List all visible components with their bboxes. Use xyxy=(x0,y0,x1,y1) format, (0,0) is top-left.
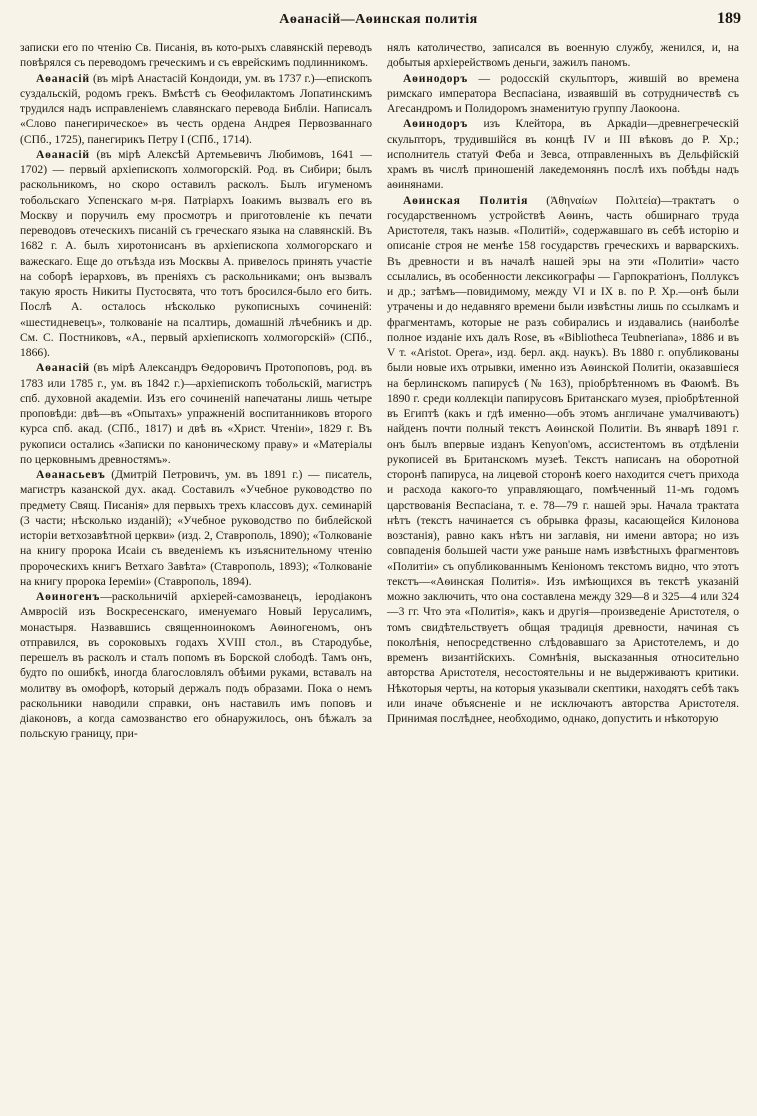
entry-paragraph xyxy=(20,147,372,361)
entry-paragraph xyxy=(20,589,372,742)
entry-headword: Аѳинодоръ xyxy=(403,117,469,131)
entry-paragraph xyxy=(387,193,739,727)
entry-paragraph xyxy=(387,40,739,71)
entry-paragraph xyxy=(20,40,372,71)
running-title: Аѳанасій—Аѳинская политія xyxy=(279,12,478,27)
entry-headword: Аѳинодоръ xyxy=(403,71,469,85)
entry-headword: Аѳанасій xyxy=(36,147,90,161)
entry-paragraph xyxy=(20,360,372,467)
entry-headword: Аѳанасій xyxy=(36,361,90,375)
entry-text: (Дмитрій Петровичъ, ум. въ 1891 г.) — писатель, магистръ казанской дух. акад. Составилъ «Учебное руководство по предмету Свящ. Писанія» для первыхъ трехъ классовъ дух. семинарій (3 части; нѣсколько изданій); «Учебное руководство по библейской исторіи ветхозавѣтной церкви» (изд. 2, Ставрополь, 1890); «Толкованіе на книгу пророка Исаіи съ введеніемъ къ изъяснительному чтенію пророческихъ книгъ Ветхаго Завѣта» (Ставрополь, 1893); «Толкованіе на книгу пророка Іереміи» (Ставрополь, 1894). xyxy=(20,468,373,588)
entry-text: нялъ католичество, записался въ военную службу, женился, и, на добытыя архіерействомъ деньги, зажилъ паномъ. xyxy=(387,41,739,70)
entry-text: (Ἀθηναίων Πολιτεία)—трактатъ о государственномъ устройствѣ Аѳинъ, часть обширнаго труда Аристотеля, такъ назыв. «Политій», содержавшаго въ себѣ исторію и описаніе строя не менѣе 158 государствъ греческихъ и варварскихъ. Въ древности и въ началѣ нашей эры на эти «Политіи» часто ссылались, въ особенности лексикографы — Гарпократіонъ, Поллуксъ и др.; затѣмъ—повидимому, между VI и IX в. по Р. Хр.—онѣ были утрачены и до недавняго времени были извѣстны лишь по ссылкамъ и фрагментамъ, которые не разъ собирались и издавались (наиболѣе полное изданіе ихъ далъ Rose, въ «Bibliotheca Teubneriana», 1886 и въ V т. «Aristot. Opera», изд. берл. акд. наукъ). Въ 1880 г. опубликованы были новые ихъ отрывки, именно изъ Аѳинской Политіи, оказавшіеся на берлинскомъ папирусѣ (№ 163), пріобрѣтенномъ въ Фаюмѣ. Въ 1890 г. среди коллекціи папирусовъ Британскаго музея, пріобрѣтенной въ Египтѣ (какъ и гдѣ именно—объ этомъ англичане умалчиваютъ) найденъ почти полный текстъ Аѳинской Политіи. Въ январѣ 1891 г. онъ былъ впервые изданъ Kenyon'омъ, ассистентомъ въ отдѣленіи рукописей въ Британскомъ музеѣ. Текстъ написанъ на оборотной сторонѣ папируса, на лицевой сторонѣ коего находится счетъ прихода и расхода какого-то управляющаго, помѣченный 11-мъ годомъ царствованія Веспасіана, т. е. 78—79 г. нашей эры. Начала трактата нѣтъ (текстъ начинается съ обрывка фразы, касающейся Килонова возстанія), равно какъ нѣтъ ни заглавія, ни имени автора; но изъ совпаденія большей части уже раньше намъ извѣстныхъ фрагментовъ «Политіи» съ опубликованнымъ Кеніономъ текстомъ видно, что этотъ текстъ—«Аѳинская Политія». Изъ имѣющихся въ текстѣ указаній можно заключить, что она составлена между 329—8 и 325—4 или 324—3 гг. Что эта «Политія», какъ и другія—произведеніе Аристотеля, о томъ свидѣтельствуетъ общая традиція древности, начиная съ поколѣнія, непосредственно слѣдовавшаго за Аристотелемъ, и до временъ византійскихъ. Сомнѣнія, высказанныя относительно авторства Аристотеля, несостоятельны и не выдерживаютъ критики. Нѣкоторыя черты, на которыя указывали скептики, находятъ себѣ такъ или иначе объясненіе и не исключаютъ авторства Аристотеля. Принимая послѣднее, необходимо, однако, допустить и нѣкоторую xyxy=(387,193,739,725)
page-number: 189 xyxy=(717,10,741,27)
entry-headword: Аѳанасьевъ xyxy=(36,468,106,481)
entry-paragraph xyxy=(20,71,372,147)
page-header xyxy=(0,8,757,32)
entry-headword: Аѳанасій xyxy=(36,71,90,85)
entry-text: —раскольничій архіерей-самозванецъ, іеродіаконъ Амвросій изъ Воскресенскаго, именуемаго Новый Іерусалимъ, монастыря. Назвавшись священноинокомъ Аѳиногеномъ, онъ отправился, въ сороковыхъ годахъ XVIII стол., въ Стародубье, перешелъ въ расколъ и сталъ попомъ въ Борской слободѣ. Тамъ онъ, будто по ошибкѣ, иногда благословлялъ обѣими руками, вставалъ на молитву въ омофорѣ, который держалъ подъ образами. Пока о немъ раскольники наводили справки, онъ наставилъ имъ поповъ и діаконовъ, а когда самозванство его обнаружилось, онъ бѣжалъ за польскую границу, при- xyxy=(20,590,372,741)
entry-text: (въ мірѣ Александръ Ѳедоровичъ Протопоповъ, род. въ 1783 или 1785 г., ум. въ 1842 г.)—архіепископъ тобольскій, магистръ спб. духовной академіи. Изъ его сочиненій напечатаны лишь четыре проповѣди: двѣ—въ «Опытахъ» упражненій воспитанниковъ второго курса спб. акад. (СПб., 1817) и двѣ въ «Христ. Чтеніи», 1829 г. Въ рукописи остались «Записки по каноническому праву» и «Матеріалы по церковнымъ древностямъ». xyxy=(20,361,372,466)
entry-paragraph xyxy=(387,71,739,117)
entry-text: (въ мірѣ Алексѣй Артемьевичъ Любимовъ, 1641 — 1702) — первый архіепископъ холмогорскій. Род. въ Сибири; былъ раскольникомъ, но скоро оставилъ расколъ. Былъ игуменомъ тобольскаго Успенскаго м-ря. Патріархъ Іоакимъ вызвалъ его въ Москву и поручилъ ему просмотръ и приготовленіе къ печати переводовъ отеческихъ писаній съ греческаго языка на славянскій. Въ 1682 г. А. былъ хиротонисанъ въ архіепископа холмогорскаго и важескаго. Еще до отъѣзда изъ Москвы А. привелось принять участіе на соборѣ іерарховъ, въ преніяхъ съ раскольниками; онъ вызвалъ такую ярость Никиты Пустосвята, что тотъ бросился-было его бить. Послѣ А. осталось нѣсколько рукописныхъ сочиненій: «шестидневецъ», толкованіе на псалтирь, домашній лѣчебникъ и др. См. С. Постниковъ, «А., первый архіепископъ холмогорскій» (СПб., 1866). xyxy=(20,147,372,359)
entry-text: — родосскій скульпторъ, жившій во времена римскаго императора Веспасіана, изваявшій въ сотрудничествѣ съ Агесандромъ и Полидоромъ знаменитую группу Лаокоона. xyxy=(387,71,739,115)
entry-text: изъ Клейтора, въ Аркадіи—древнегреческій скульпторъ, трудившійся въ концѣ IV и III вѣковъ до Р. Хр.; исполнитель статуй Феба и Зевса, отправленныхъ въ Дельфійскій храмъ въ числѣ приношеній лакедемонянъ послѣ ихъ побѣды надъ аѳинянами. xyxy=(387,117,739,192)
left-column xyxy=(20,40,372,742)
entry-text: (въ мірѣ Анастасій Кондоиди, ум. въ 1737 г.)—епископъ суздальскій, родомъ грекъ. Вмѣстѣ съ Ѳеофилактомъ Лопатинскимъ трудился надъ исправленіемъ славянскаго перевода Библіи. Написалъ «Слово панегирическое» въ честь ордена Андрея Первозваннаго (СПб., 1725), панегирикъ Петру I (СПб., 1714). xyxy=(20,71,373,146)
entry-paragraph xyxy=(387,116,739,192)
entry-paragraph xyxy=(20,467,372,589)
right-column xyxy=(387,40,739,726)
entry-headword: Аѳинская Политія xyxy=(403,193,529,207)
entry-text: записки его по чтенію Св. Писанія, въ кото-рыхъ славянскій переводъ повѣрялся съ переводомъ греческимъ и съ еврейскимъ подлинникомъ. xyxy=(20,41,372,70)
entry-headword: Аѳиногенъ xyxy=(36,590,101,603)
